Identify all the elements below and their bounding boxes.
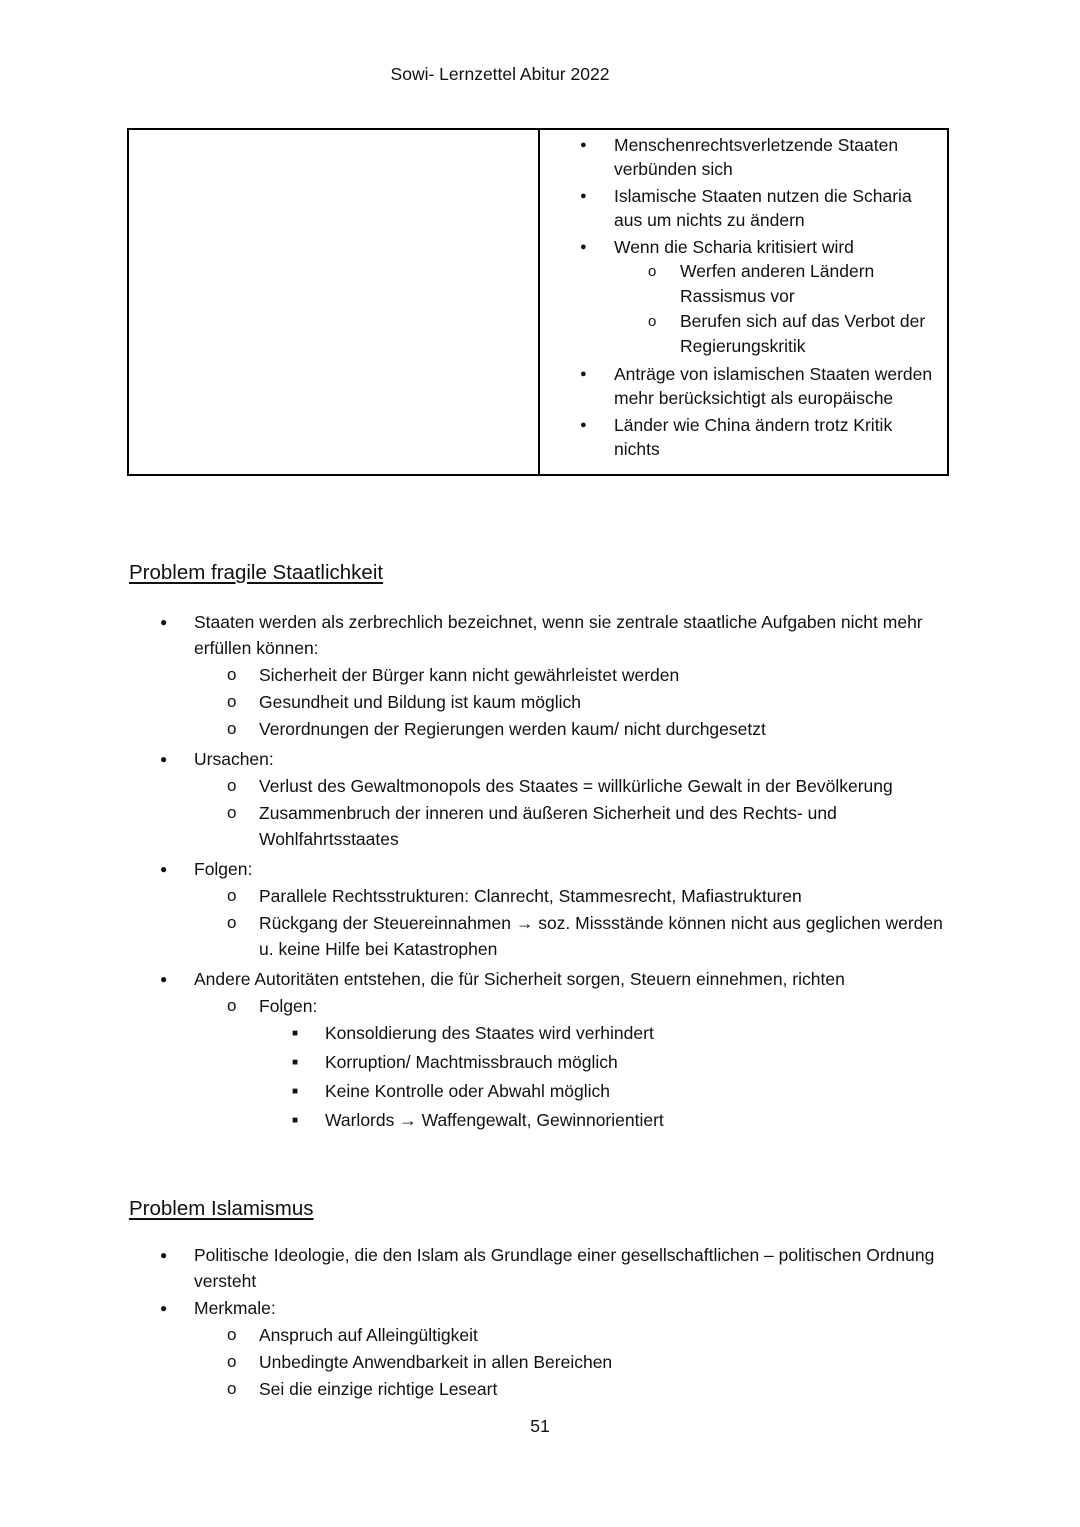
table-cell-right: [540, 130, 947, 474]
table-bullet-list: [576, 133, 939, 461]
page-header: Sowi- Lernzettel Abitur 2022: [390, 64, 610, 84]
sub-sub-list-item: ■ Keine Kontrolle oder Abwahl möglich: [160, 1077, 950, 1106]
list-item: ● Anträge von islamischen Staaten werden mehr berücksichtigt als europäische: [576, 362, 939, 410]
list-item: ● Wenn die Scharia kritisiert wird: [576, 235, 939, 259]
list-item: ● Menschenrechtsverletzende Staaten verbünden sich: [576, 133, 939, 181]
sub-list-item: o Parallele Rechtsstrukturen: Clanrecht, Stammesrecht, Mafiastrukturen: [160, 883, 950, 909]
list-item: ● Folgen:: [160, 856, 950, 882]
sub-list-item: o Rückgang der Steuereinnahmen → soz. Missstände können nicht aus geglichen werden u. keine Hilfe bei Katastrophen: [160, 910, 950, 962]
sub-list-item: o Sicherheit der Bürger kann nicht gewährleistet werden: [160, 662, 950, 688]
page-number: 51: [530, 1416, 550, 1436]
list-item: ● Ursachen:: [160, 746, 950, 772]
list-item: ● Politische Ideologie, die den Islam als Grundlage einer gesellschaftlichen – politischen Ordnung versteht: [160, 1242, 950, 1294]
sub-list-item: o Verordnungen der Regierungen werden kaum/ nicht durchgesetzt: [160, 716, 950, 742]
sub-list-item: o Zusammenbruch der inneren und äußeren Sicherheit und des Rechts- und Wohlfahrtsstaates: [160, 800, 950, 852]
section-fragile-statehood: [160, 605, 950, 1135]
section-title: Problem fragile Staatlichkeit: [129, 561, 384, 584]
sub-list-item: o Verlust des Gewaltmonopols des Staates = willkürliche Gewalt in der Bevölkerung: [160, 773, 950, 799]
sub-sub-list-item: ■ Korruption/ Machtmissbrauch möglich: [160, 1048, 950, 1077]
sub-list-item: o Folgen:: [160, 993, 950, 1019]
continuation-table: [127, 128, 949, 476]
list-item: ● Merkmale:: [160, 1295, 950, 1321]
sub-list-item: o Berufen sich auf das Verbot der Regierungskritik: [576, 309, 939, 359]
sub-list-item: o Werfen anderen Ländern Rassismus vor: [576, 259, 939, 309]
sub-list-item: o Anspruch auf Alleingültigkeit: [160, 1322, 950, 1348]
sub-list-item: o Sei die einzige richtige Leseart: [160, 1376, 950, 1402]
sub-list-item: o Unbedingte Anwendbarkeit in allen Bereichen: [160, 1349, 950, 1375]
list-item: ● Islamische Staaten nutzen die Scharia aus um nichts zu ändern: [576, 184, 939, 232]
sub-sub-list-item: ■ Warlords → Waffengewalt, Gewinnorientiert: [160, 1106, 950, 1135]
table-cell-left: [129, 130, 540, 474]
list-item: ● Länder wie China ändern trotz Kritik nichts: [576, 413, 939, 461]
sub-list-item: o Gesundheit und Bildung ist kaum möglich: [160, 689, 950, 715]
section-islamism: [160, 1238, 950, 1402]
list-item: ● Staaten werden als zerbrechlich bezeichnet, wenn sie zentrale staatliche Aufgaben nicht mehr erfüllen können:: [160, 609, 950, 661]
section-title: Problem Islamismus: [129, 1197, 314, 1220]
sub-sub-list-item: ■ Konsoldierung des Staates wird verhindert: [160, 1019, 950, 1048]
list-item: ● Andere Autoritäten entstehen, die für Sicherheit sorgen, Steuern einnehmen, richten: [160, 966, 950, 992]
